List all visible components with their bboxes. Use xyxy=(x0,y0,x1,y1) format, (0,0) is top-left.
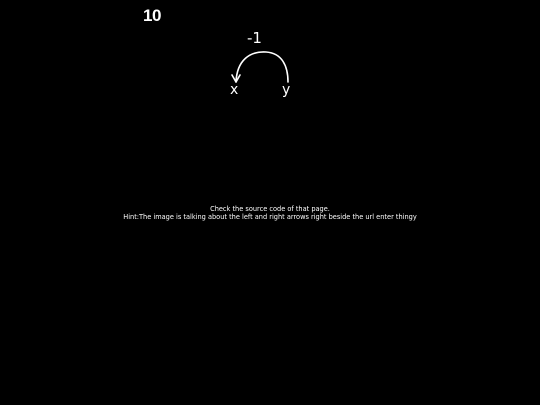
instruction-text: Check the source code of that page. xyxy=(210,205,330,213)
arrow-diagram xyxy=(222,26,302,101)
diagram-label-x: x xyxy=(230,82,239,98)
level-number: 10 xyxy=(143,6,161,25)
instructions-block xyxy=(0,205,540,221)
diagram-label-minus-one: -1 xyxy=(247,29,262,47)
hint-text: Hint:The image is talking about the left and right arrows right beside the url enter thingy xyxy=(123,213,417,221)
diagram-label-y: y xyxy=(282,82,291,98)
